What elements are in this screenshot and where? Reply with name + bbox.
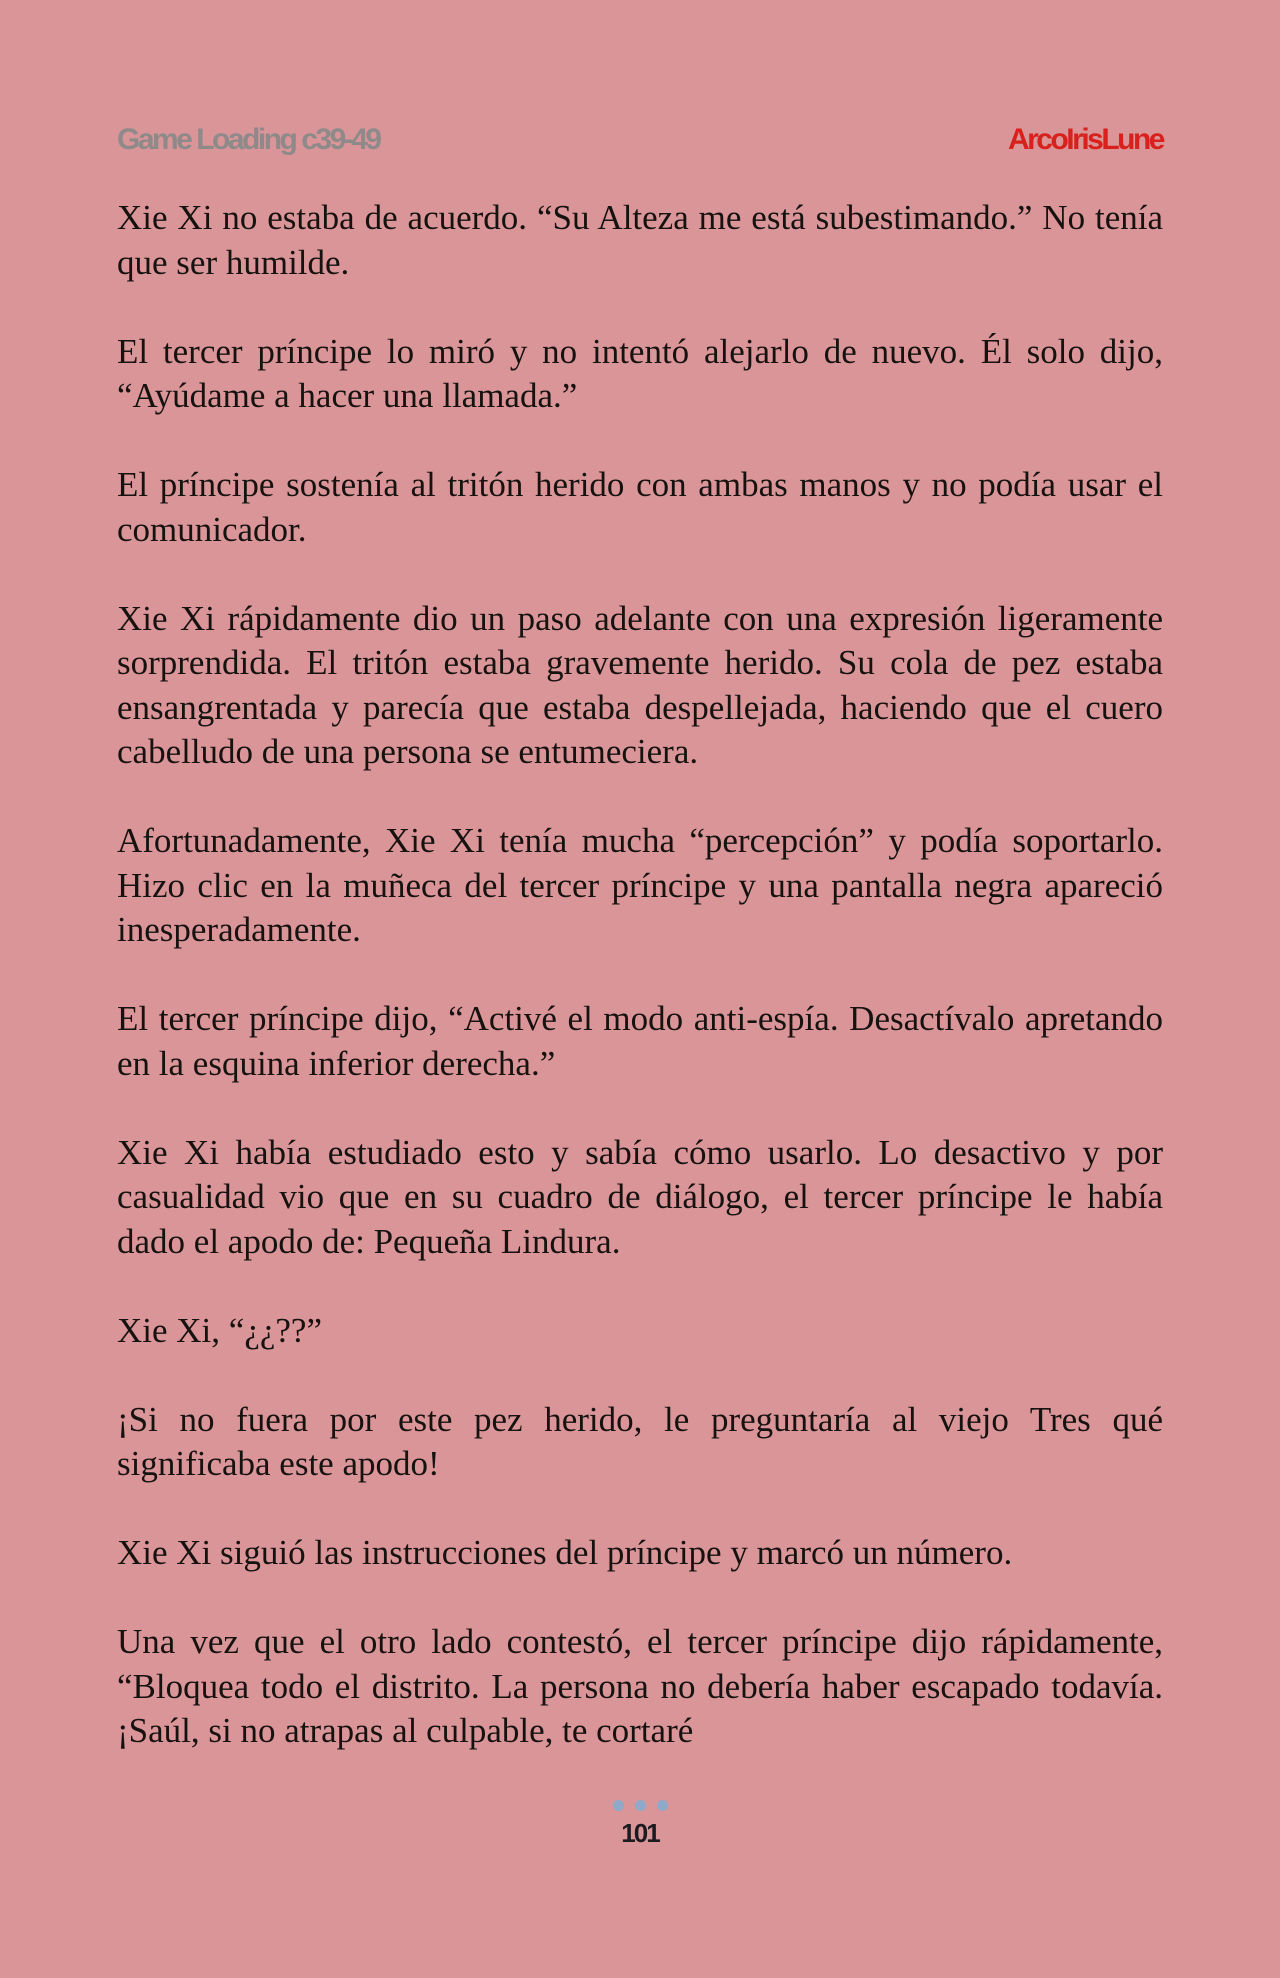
paragraph-7: Xie Xi había estudiado esto y sabía cómo usarlo. Lo desactivo y por casualidad vio que en su cuadro de diálogo, el tercer príncipe le había dado el apodo de: Pequeña Lindura. bbox=[117, 1132, 1163, 1261]
paragraph-10: Xie Xi siguió las instrucciones del príncipe y marcó un número. bbox=[117, 1533, 1013, 1572]
paragraph-4: Xie Xi rápidamente dio un paso adelante con una expresión ligeramente sorprendida. El tritón estaba gravemente herido. Su cola de pez estaba ensangrentada y parecía que estaba despellejada, haciendo que el cuero cabelludo de una persona se entumeciera. bbox=[117, 598, 1163, 771]
page-footer bbox=[0, 1800, 1280, 1849]
paragraph-2: El tercer príncipe lo miró y no intentó alejarlo de nuevo. Él solo dijo, “Ayúdame a hacer una llamada.” bbox=[117, 331, 1163, 415]
header-book-title: Game Loading c39-49 bbox=[117, 123, 380, 156]
paragraph-3: El príncipe sostenía al tritón herido con ambas manos y no podía usar el comunicador. bbox=[117, 465, 1163, 549]
dot-icon bbox=[657, 1800, 668, 1811]
paragraph-5: Afortunadamente, Xie Xi tenía mucha “percepción” y podía soportarlo. Hizo clic en la muñeca del tercer príncipe y una pantalla negra apareció inesperadamente. bbox=[117, 821, 1163, 949]
chapter-text bbox=[117, 196, 1163, 1754]
dot-icon bbox=[613, 1800, 624, 1811]
paragraph-1: Xie Xi no estaba de acuerdo. “Su Alteza me está subestimando.” No tenía que ser humilde. bbox=[117, 198, 1163, 282]
paragraph-11: Una vez que el otro lado contestó, el tercer príncipe dijo rápidamente, “Bloquea todo el distrito. La persona no debería haber escapado todavía. ¡Saúl, si no atrapas al culpable, te cortaré bbox=[117, 1622, 1163, 1750]
header-translator-name: ArcoIrisLune bbox=[1007, 123, 1163, 156]
paragraph-6: El tercer príncipe dijo, “Activé el modo anti-espía. Desactívalo apretando en la esquina inferior derecha.” bbox=[117, 999, 1163, 1083]
footer-dots-ornament bbox=[0, 1800, 1280, 1812]
dot-icon bbox=[635, 1800, 646, 1811]
page-header bbox=[117, 118, 1163, 162]
page-number: 101 bbox=[621, 1818, 659, 1848]
paragraph-8: Xie Xi, “¿¿??” bbox=[117, 1310, 322, 1350]
paragraph-9: ¡Si no fuera por este pez herido, le preguntaría al viejo Tres qué significaba este apodo! bbox=[117, 1399, 1163, 1483]
